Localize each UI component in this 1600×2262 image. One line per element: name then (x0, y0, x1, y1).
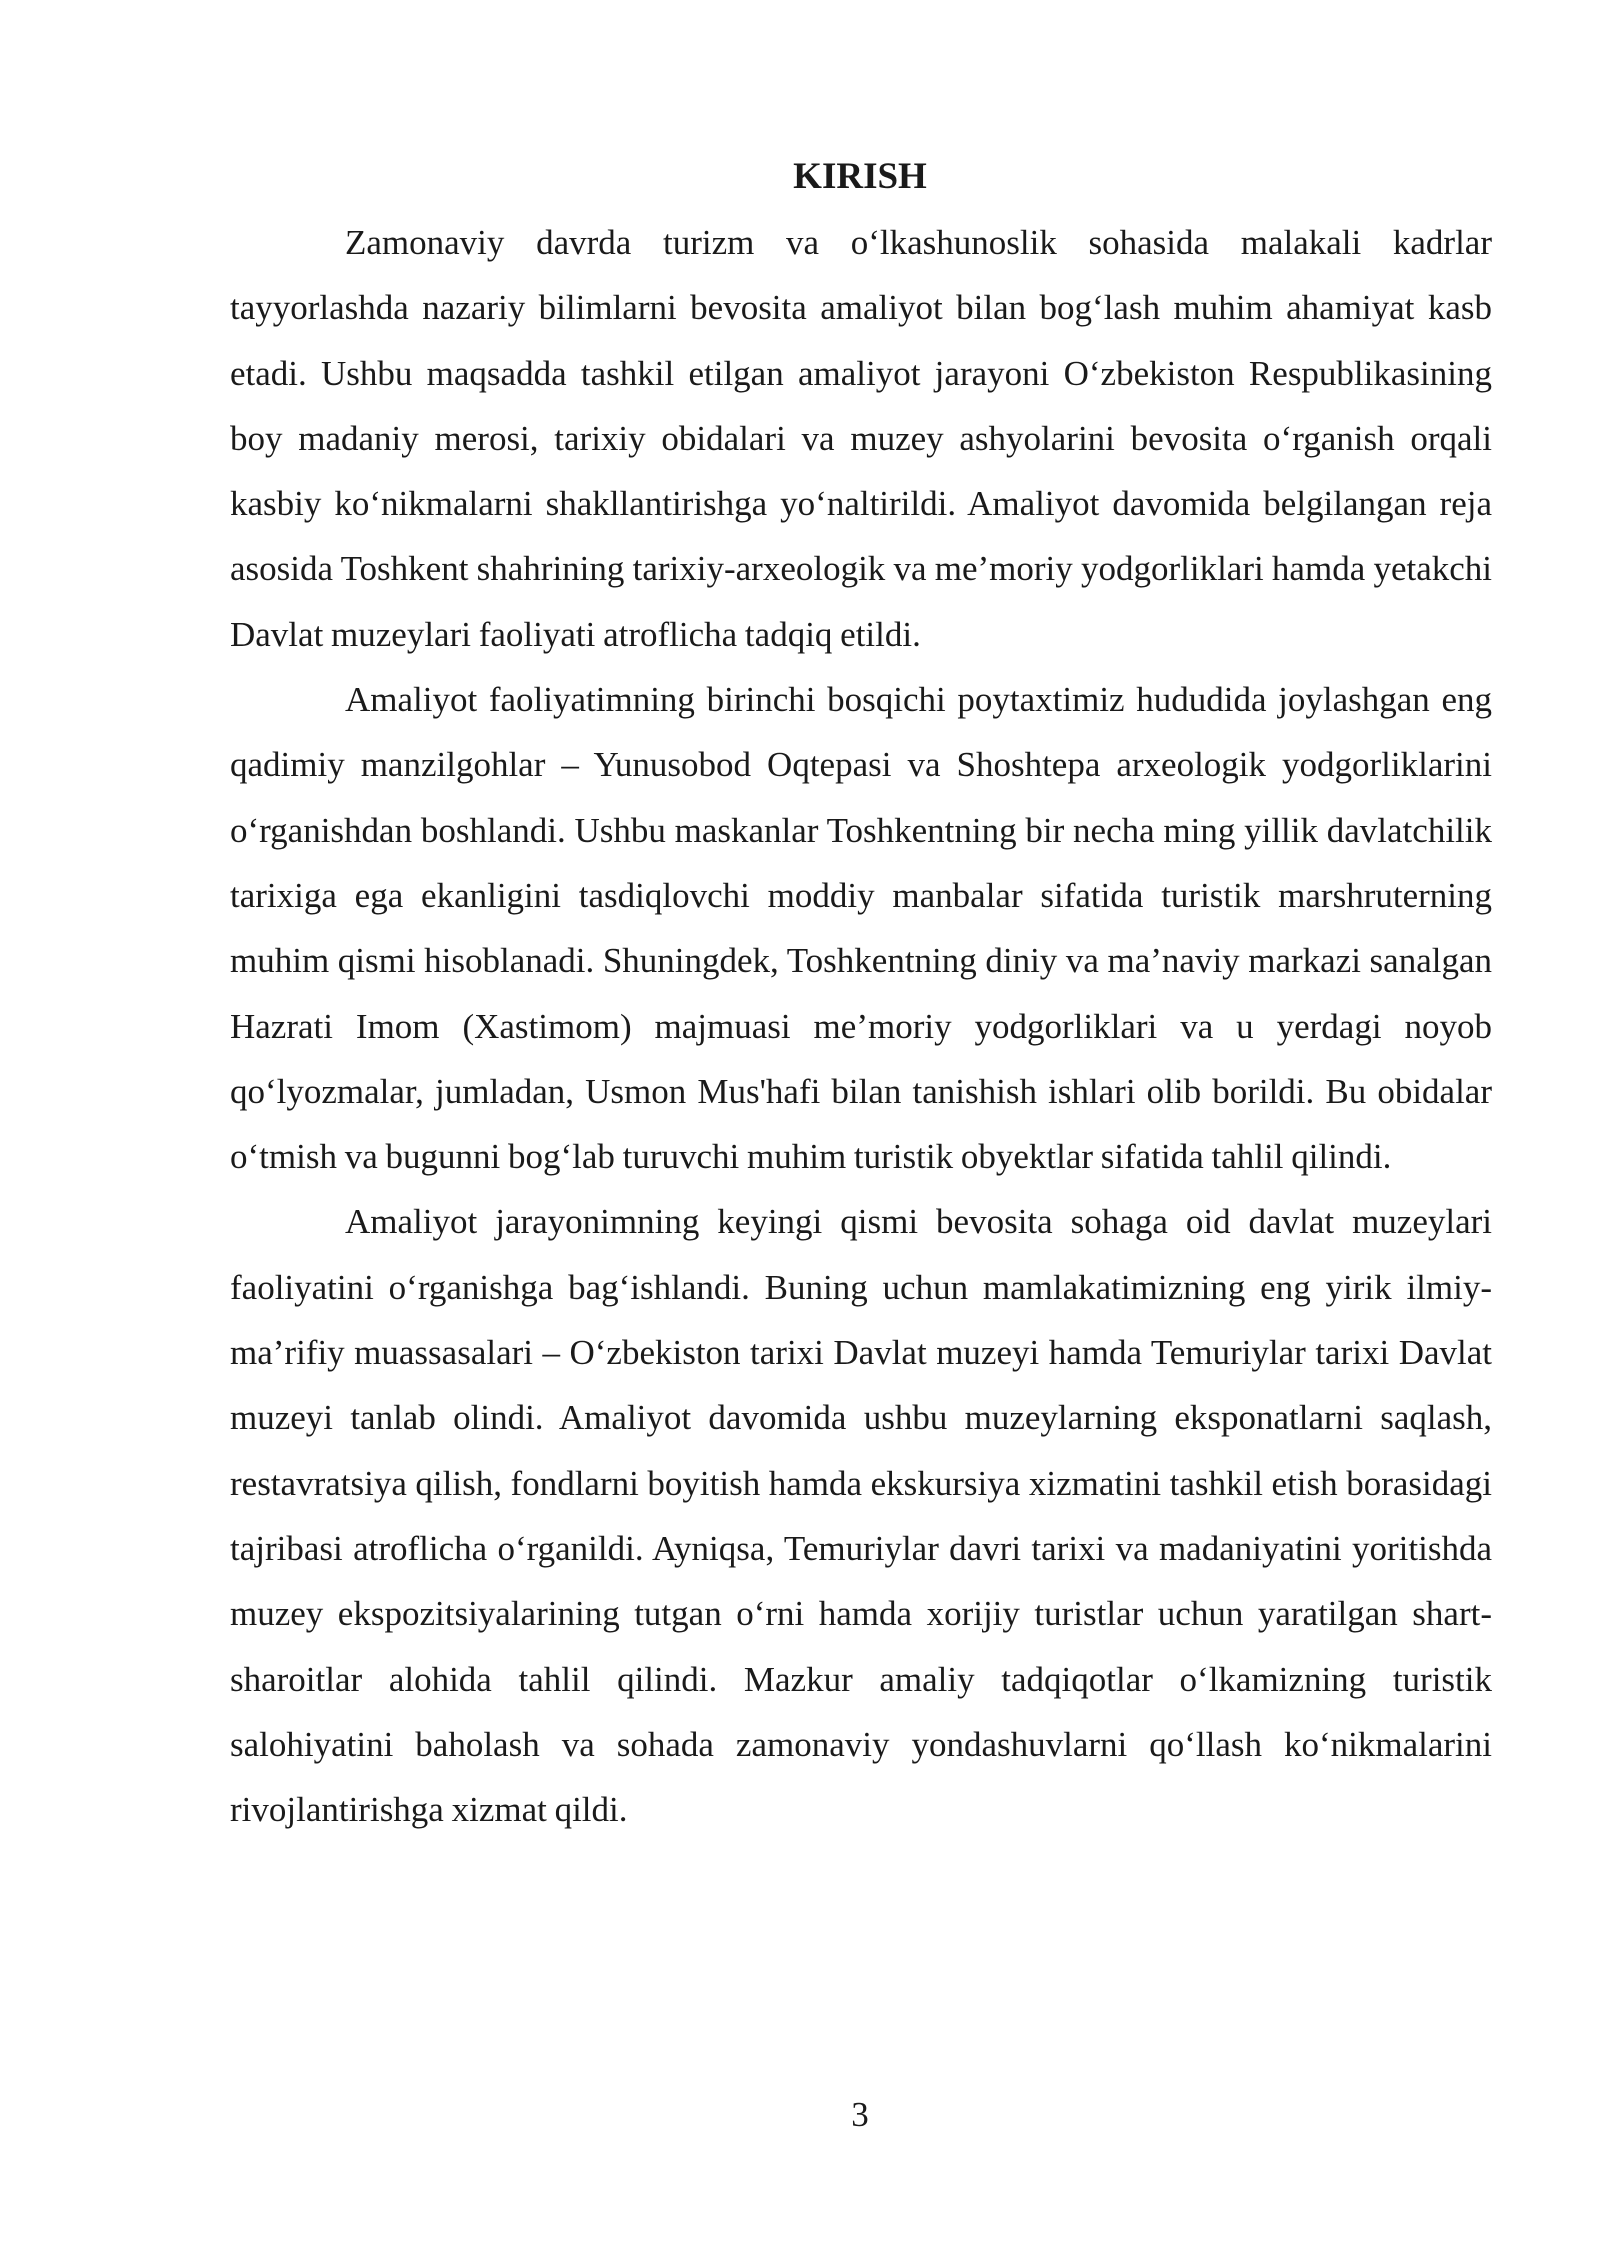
body-text (230, 210, 1492, 1842)
page-number: 3 (851, 2095, 869, 2134)
page-title: KIRISH (793, 156, 927, 197)
paragraph-1: Zamonaviy davrda turizm va o‘lkashunoslik sohasida malakali kadrlar tayyorlashda nazariy bilimlarni bevosita amaliyot bilan bog‘lash muhim ahamiyat kasb etadi. Ushbu maqsadda tashkil etilgan amaliyot jarayoni O‘zbekiston Respublikasining boy madaniy merosi, tarixiy obidalari va muzey ashyolarini bevosita o‘rganish orqali kasbiy ko‘nikmalarni shakllantirishga yo‘naltirildi. Amaliyot davomida belgilangan reja asosida Toshkent shahrining tarixiy-arxeologik va me’moriy yodgorliklari hamda yetakchi Davlat muzeylari faoliyati atroflicha tadqiq etildi. (230, 223, 1492, 654)
paragraph-2: Amaliyot faoliyatimning birinchi bosqichi poytaxtimiz hududida joylashgan eng qadimiy manzilgohlar – Yunusobod Oqtepasi va Shoshtepa arxeologik yodgorliklarini o‘rganishdan boshlandi. Ushbu maskanlar Toshkentning bir necha ming yillik davlatchilik tarixiga ega ekanligini tasdiqlovchi moddiy manbalar sifatida turistik marshruterning muhim qismi hisoblanadi. Shuningdek, Toshkentning diniy va ma’naviy markazi sanalgan Hazrati Imom (Xastimom) majmuasi me’moriy yodgorliklari va u yerdagi noyob qo‘lyozmalar, jumladan, Usmon Mus'hafi bilan tanishish ishlari olib borildi. Bu obidalar o‘tmish va bugunni bog‘lab turuvchi muhim turistik obyektlar sifatida tahlil qilindi. (230, 680, 1492, 1177)
paragraph-3: Amaliyot jarayonimning keyingi qismi bevosita sohaga oid davlat muzeylari faoliyatini o‘rganishga bag‘ishlandi. Buning uchun mamlakatimizning eng yirik ilmiy-ma’rifiy muassasalari – O‘zbekiston tarixi Davlat muzeyi hamda Temuriylar tarixi Davlat muzeyi tanlab olindi. Amaliyot davomida ushbu muzeylarning eksponatlarni saqlash, restavratsiya qilish, fondlarni boyitish hamda ekskursiya xizmatini tashkil etish borasidagi tajribasi atroflicha o‘rganildi. Ayniqsa, Temuriylar davri tarixi va madaniyatini yoritishda muzey ekspozitsiyalarining tutgan o‘rni hamda xorijiy turistlar uchun yaratilgan shart-sharoitlar alohida tahlil qilindi. Mazkur amaliy tadqiqotlar o‘lkamizning turistik salohiyatini baholash va sohada zamonaviy yondashuvlarni qo‘llash ko‘nikmalarini rivojlantirishga xizmat qildi. (230, 1202, 1492, 1830)
